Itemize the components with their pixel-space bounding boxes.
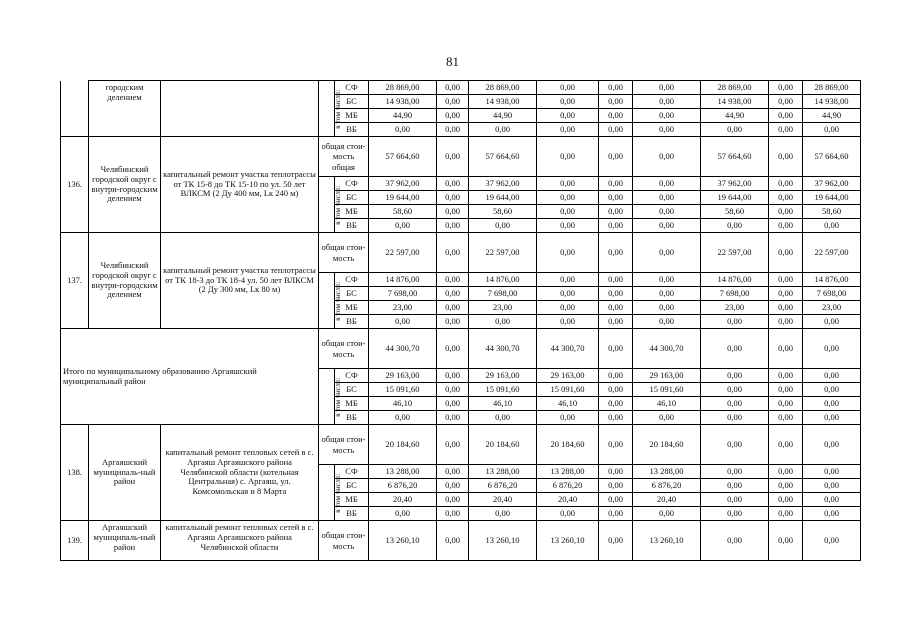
value-cell: 0,00	[803, 507, 861, 521]
value-cell: 0,00	[599, 301, 633, 315]
value-cell: 0,00	[599, 109, 633, 123]
value-cell: 0,00	[769, 81, 803, 95]
value-cell: 13 288,00	[633, 465, 701, 479]
value-cell: 0,00	[469, 507, 537, 521]
value-cell: 0,00	[537, 81, 599, 95]
value-cell: 0,00	[633, 95, 701, 109]
value-cell: 0,00	[599, 397, 633, 411]
in-that-number-label	[319, 273, 343, 329]
value-cell: 13 260,10	[469, 521, 537, 561]
value-cell: 0,00	[599, 95, 633, 109]
value-cell: 44 300,70	[633, 329, 701, 369]
value-cell: 0,00	[769, 287, 803, 301]
source-code: МБ	[335, 301, 369, 315]
value-cell: 0,00	[599, 81, 633, 95]
value-cell: 0,00	[769, 205, 803, 219]
value-cell: 0,00	[769, 137, 803, 177]
value-cell: 0,00	[599, 315, 633, 329]
value-cell: 0,00	[599, 191, 633, 205]
value-cell: 0,00	[437, 507, 469, 521]
vertical-label: в том числе:	[333, 377, 343, 417]
value-cell: 0,00	[633, 411, 701, 425]
value-cell: 14 876,00	[803, 273, 861, 287]
value-cell: 14 876,00	[369, 273, 437, 287]
source-code: СФ	[335, 81, 369, 95]
value-cell: 28 869,00	[369, 81, 437, 95]
value-cell: 0,00	[769, 465, 803, 479]
value-cell: 29 163,00	[369, 369, 437, 383]
value-cell: 0,00	[369, 507, 437, 521]
value-cell: 0,00	[633, 205, 701, 219]
municipality-cell: городским делением	[89, 81, 161, 137]
value-cell: 0,00	[599, 205, 633, 219]
value-cell: 0,00	[437, 479, 469, 493]
source-code: БС	[335, 287, 369, 301]
value-cell: 0,00	[437, 81, 469, 95]
value-cell: 0,00	[537, 301, 599, 315]
value-cell: 0,00	[437, 493, 469, 507]
value-cell: 0,00	[537, 233, 599, 273]
value-cell: 15 091,60	[469, 383, 537, 397]
value-cell: 0,00	[769, 479, 803, 493]
value-cell: 20,40	[633, 493, 701, 507]
source-code: ВБ	[335, 411, 369, 425]
municipality-cell: Аргаяшский муниципаль-ный район	[89, 425, 161, 521]
source-code: ВБ	[335, 507, 369, 521]
value-cell: 0,00	[701, 521, 769, 561]
value-cell: 13 260,10	[537, 521, 599, 561]
value-cell: 13 288,00	[469, 465, 537, 479]
value-cell: 0,00	[633, 233, 701, 273]
in-that-number-label	[319, 369, 343, 425]
value-cell: 14 938,00	[803, 95, 861, 109]
value-cell: 0,00	[803, 411, 861, 425]
value-cell: 0,00	[599, 465, 633, 479]
value-cell: 0,00	[701, 329, 769, 369]
value-cell: 0,00	[537, 123, 599, 137]
value-cell: 58,60	[701, 205, 769, 219]
source-code: ВБ	[335, 123, 369, 137]
value-cell: 22 597,00	[369, 233, 437, 273]
value-cell: 0,00	[537, 177, 599, 191]
value-cell: 0,00	[437, 369, 469, 383]
value-cell: 0,00	[803, 521, 861, 561]
value-cell: 57 664,60	[469, 137, 537, 177]
value-cell: 0,00	[769, 123, 803, 137]
value-cell: 6 876,20	[369, 479, 437, 493]
value-cell: 0,00	[437, 273, 469, 287]
value-cell: 14 938,00	[369, 95, 437, 109]
description-cell: капитальный ремонт тепловых сетей в с. Аргаяш Аргаяшского района Челябинской области (котельная Центральная) с. Аргаяш, ул. Комсомольская и 8 Марта	[161, 425, 319, 521]
value-cell: 0,00	[633, 287, 701, 301]
general-cost-row	[61, 521, 861, 561]
value-cell: 0,00	[769, 329, 803, 369]
row-number	[61, 81, 89, 137]
value-cell: 0,00	[437, 137, 469, 177]
page-number: 81	[446, 54, 459, 69]
value-cell: 28 869,00	[803, 81, 861, 95]
value-cell: 0,00	[437, 301, 469, 315]
value-cell: 0,00	[599, 177, 633, 191]
vertical-label: в том числе:	[333, 89, 343, 129]
value-cell: 0,00	[599, 493, 633, 507]
value-cell: 0,00	[701, 465, 769, 479]
description-cell: капитальный ремонт участка теплотрассы от ТК 18-3 до ТК 18-4 ул. 50 лет ВЛКСМ (2 Ду 300 мм, Lк 80 м)	[161, 233, 319, 329]
value-cell: 7 698,00	[803, 287, 861, 301]
total-label: Итого по муниципальному образованию Аргаяшский муниципальный район	[61, 329, 319, 425]
source-code: СФ	[335, 273, 369, 287]
value-cell: 0,00	[469, 219, 537, 233]
value-cell: 0,00	[537, 287, 599, 301]
value-cell: 0,00	[437, 177, 469, 191]
value-cell: 19 644,00	[469, 191, 537, 205]
value-cell: 0,00	[437, 383, 469, 397]
source-code: МБ	[335, 109, 369, 123]
row-number: 139.	[61, 521, 89, 561]
value-cell: 0,00	[769, 109, 803, 123]
value-cell: 0,00	[769, 411, 803, 425]
source-code: СФ	[335, 465, 369, 479]
vertical-label: в том числе:	[333, 473, 343, 513]
source-code: БС	[335, 383, 369, 397]
value-cell: 13 260,10	[369, 521, 437, 561]
value-cell: 14 938,00	[701, 95, 769, 109]
general-cost-label: общая стои-мость общая	[319, 137, 369, 177]
value-cell: 0,00	[537, 507, 599, 521]
value-cell: 0,00	[803, 397, 861, 411]
value-cell: 20 184,60	[469, 425, 537, 465]
value-cell: 0,00	[769, 425, 803, 465]
value-cell: 13 260,10	[633, 521, 701, 561]
value-cell: 0,00	[537, 191, 599, 205]
in-that-number-label	[319, 177, 343, 233]
value-cell: 0,00	[803, 493, 861, 507]
value-cell: 0,00	[599, 233, 633, 273]
value-cell: 0,00	[803, 219, 861, 233]
vertical-label: в том числе:	[333, 281, 343, 321]
general-cost-label: общая стои-мость	[319, 425, 369, 465]
municipality-cell: Челябинский городской округ с внутри-городским делением	[89, 233, 161, 329]
value-cell: 57 664,60	[803, 137, 861, 177]
value-cell: 0,00	[769, 177, 803, 191]
value-cell: 0,00	[701, 493, 769, 507]
value-cell: 37 962,00	[469, 177, 537, 191]
value-cell: 0,00	[633, 137, 701, 177]
value-cell: 0,00	[633, 191, 701, 205]
source-code: МБ	[335, 397, 369, 411]
value-cell: 0,00	[369, 315, 437, 329]
value-cell: 29 163,00	[469, 369, 537, 383]
source-code: СФ	[335, 177, 369, 191]
value-cell: 0,00	[701, 507, 769, 521]
value-cell: 14 938,00	[469, 95, 537, 109]
value-cell: 57 664,60	[701, 137, 769, 177]
value-cell: 23,00	[803, 301, 861, 315]
value-cell: 0,00	[537, 219, 599, 233]
value-cell: 0,00	[769, 521, 803, 561]
value-cell: 0,00	[537, 109, 599, 123]
row-number: 136.	[61, 137, 89, 233]
value-cell: 6 876,20	[537, 479, 599, 493]
value-cell: 0,00	[599, 137, 633, 177]
value-cell: 15 091,60	[537, 383, 599, 397]
value-cell: 20 184,60	[633, 425, 701, 465]
value-cell: 0,00	[803, 465, 861, 479]
value-cell: 0,00	[769, 397, 803, 411]
value-cell: 0,00	[437, 521, 469, 561]
value-cell: 0,00	[701, 479, 769, 493]
value-cell: 44,90	[803, 109, 861, 123]
general-cost-row	[61, 425, 861, 465]
value-cell: 0,00	[633, 219, 701, 233]
value-cell: 0,00	[599, 521, 633, 561]
value-cell: 29 163,00	[633, 369, 701, 383]
value-cell: 0,00	[701, 397, 769, 411]
value-cell: 0,00	[633, 301, 701, 315]
value-cell: 44 300,70	[469, 329, 537, 369]
value-cell: 0,00	[803, 425, 861, 465]
source-row	[61, 81, 861, 95]
value-cell: 22 597,00	[701, 233, 769, 273]
value-cell: 7 698,00	[369, 287, 437, 301]
source-code: СФ	[335, 369, 369, 383]
value-cell: 0,00	[599, 383, 633, 397]
value-cell: 0,00	[599, 287, 633, 301]
value-cell: 14 876,00	[469, 273, 537, 287]
value-cell: 0,00	[537, 205, 599, 219]
general-cost-row	[61, 329, 861, 369]
description-cell: капитальный ремонт участка теплотрассы от ТК 15-8 до ТК 15-10 по ул. 50 лет ВЛКСМ (2 Ду 400 мм, Lк 240 м)	[161, 137, 319, 233]
value-cell: 0,00	[769, 507, 803, 521]
value-cell: 37 962,00	[369, 177, 437, 191]
source-code: ВБ	[335, 315, 369, 329]
value-cell: 0,00	[633, 507, 701, 521]
value-cell: 0,00	[599, 425, 633, 465]
value-cell: 0,00	[599, 123, 633, 137]
financing-table	[60, 80, 861, 561]
value-cell: 0,00	[701, 411, 769, 425]
value-cell: 7 698,00	[469, 287, 537, 301]
value-cell: 0,00	[437, 109, 469, 123]
value-cell: 44,90	[469, 109, 537, 123]
general-cost-label: общая стои-мость	[319, 521, 369, 561]
row-number: 138.	[61, 425, 89, 521]
value-cell: 0,00	[633, 315, 701, 329]
value-cell: 29 163,00	[537, 369, 599, 383]
value-cell: 0,00	[599, 219, 633, 233]
value-cell: 0,00	[537, 137, 599, 177]
value-cell: 0,00	[803, 123, 861, 137]
value-cell: 14 876,00	[701, 273, 769, 287]
value-cell: 0,00	[599, 411, 633, 425]
value-cell: 0,00	[437, 205, 469, 219]
general-cost-label: общая стои-мость	[319, 233, 369, 273]
value-cell: 44,90	[701, 109, 769, 123]
value-cell: 0,00	[769, 383, 803, 397]
value-cell: 0,00	[437, 425, 469, 465]
value-cell: 22 597,00	[803, 233, 861, 273]
value-cell: 0,00	[633, 81, 701, 95]
general-cost-label: общая стои-мость	[319, 329, 369, 369]
value-cell: 58,60	[369, 205, 437, 219]
value-cell: 0,00	[437, 123, 469, 137]
value-cell: 28 869,00	[469, 81, 537, 95]
value-cell: 15 091,60	[369, 383, 437, 397]
value-cell: 0,00	[437, 329, 469, 369]
value-cell: 0,00	[469, 411, 537, 425]
value-cell: 0,00	[469, 315, 537, 329]
in-that-number-label	[319, 81, 343, 137]
value-cell: 19 644,00	[803, 191, 861, 205]
value-cell: 58,60	[469, 205, 537, 219]
row-number: 137.	[61, 233, 89, 329]
value-cell: 0,00	[701, 383, 769, 397]
value-cell: 19 644,00	[369, 191, 437, 205]
value-cell: 46,10	[469, 397, 537, 411]
value-cell: 0,00	[769, 273, 803, 287]
value-cell: 0,00	[701, 123, 769, 137]
value-cell: 0,00	[437, 465, 469, 479]
value-cell: 0,00	[369, 411, 437, 425]
value-cell: 0,00	[633, 109, 701, 123]
source-code: БС	[335, 191, 369, 205]
value-cell: 44 300,70	[369, 329, 437, 369]
description-cell	[161, 81, 319, 137]
value-cell: 20 184,60	[537, 425, 599, 465]
value-cell: 0,00	[803, 329, 861, 369]
value-cell: 0,00	[633, 123, 701, 137]
value-cell: 0,00	[769, 219, 803, 233]
value-cell: 0,00	[369, 219, 437, 233]
value-cell: 0,00	[599, 369, 633, 383]
value-cell: 46,10	[369, 397, 437, 411]
value-cell: 20,40	[469, 493, 537, 507]
description-cell: капитальный ремонт тепловых сетей в с. Аргаяш Аргаяшского района Челябинской области	[161, 521, 319, 561]
value-cell: 0,00	[537, 95, 599, 109]
value-cell: 37 962,00	[803, 177, 861, 191]
value-cell: 0,00	[769, 233, 803, 273]
value-cell: 0,00	[633, 273, 701, 287]
value-cell: 6 876,20	[633, 479, 701, 493]
value-cell: 23,00	[469, 301, 537, 315]
value-cell: 19 644,00	[701, 191, 769, 205]
value-cell: 22 597,00	[469, 233, 537, 273]
value-cell: 44,90	[369, 109, 437, 123]
value-cell: 7 698,00	[701, 287, 769, 301]
value-cell: 20,40	[369, 493, 437, 507]
value-cell: 0,00	[437, 411, 469, 425]
value-cell: 0,00	[769, 369, 803, 383]
value-cell: 0,00	[769, 493, 803, 507]
vertical-label: в том числе:	[333, 185, 343, 225]
value-cell: 0,00	[437, 397, 469, 411]
value-cell: 0,00	[437, 287, 469, 301]
value-cell: 0,00	[701, 315, 769, 329]
value-cell: 46,10	[537, 397, 599, 411]
value-cell: 37 962,00	[701, 177, 769, 191]
value-cell: 0,00	[769, 95, 803, 109]
value-cell: 0,00	[599, 479, 633, 493]
value-cell: 13 288,00	[537, 465, 599, 479]
source-code: МБ	[335, 205, 369, 219]
value-cell: 0,00	[537, 273, 599, 287]
source-code: ВБ	[335, 219, 369, 233]
value-cell: 58,60	[803, 205, 861, 219]
general-cost-row	[61, 137, 861, 177]
value-cell: 0,00	[437, 95, 469, 109]
value-cell: 20,40	[537, 493, 599, 507]
value-cell: 46,10	[633, 397, 701, 411]
value-cell: 0,00	[599, 507, 633, 521]
value-cell: 0,00	[701, 369, 769, 383]
value-cell: 0,00	[803, 315, 861, 329]
source-code: БС	[335, 479, 369, 493]
value-cell: 0,00	[701, 219, 769, 233]
source-code: БС	[335, 95, 369, 109]
value-cell: 0,00	[437, 219, 469, 233]
value-cell: 0,00	[803, 479, 861, 493]
in-that-number-label	[319, 465, 343, 521]
value-cell: 13 288,00	[369, 465, 437, 479]
municipality-cell: Челябинский городской округ с внутри-городским делением	[89, 137, 161, 233]
value-cell: 0,00	[803, 383, 861, 397]
value-cell: 0,00	[633, 177, 701, 191]
source-code: МБ	[335, 493, 369, 507]
value-cell: 6 876,20	[469, 479, 537, 493]
value-cell: 0,00	[369, 123, 437, 137]
value-cell: 44 300,70	[537, 329, 599, 369]
value-cell: 0,00	[769, 191, 803, 205]
value-cell: 0,00	[599, 273, 633, 287]
municipality-cell: Аргаяшский муниципаль-ный район	[89, 521, 161, 561]
value-cell: 57 664,60	[369, 137, 437, 177]
value-cell: 0,00	[537, 315, 599, 329]
value-cell: 0,00	[803, 369, 861, 383]
value-cell: 0,00	[701, 425, 769, 465]
value-cell: 0,00	[437, 191, 469, 205]
value-cell: 0,00	[769, 315, 803, 329]
value-cell: 0,00	[437, 315, 469, 329]
general-cost-row	[61, 233, 861, 273]
value-cell: 0,00	[469, 123, 537, 137]
value-cell: 0,00	[537, 411, 599, 425]
value-cell: 28 869,00	[701, 81, 769, 95]
value-cell: 0,00	[437, 233, 469, 273]
value-cell: 23,00	[701, 301, 769, 315]
value-cell: 23,00	[369, 301, 437, 315]
value-cell: 20 184,60	[369, 425, 437, 465]
value-cell: 0,00	[599, 329, 633, 369]
value-cell: 15 091,60	[633, 383, 701, 397]
value-cell: 0,00	[769, 301, 803, 315]
